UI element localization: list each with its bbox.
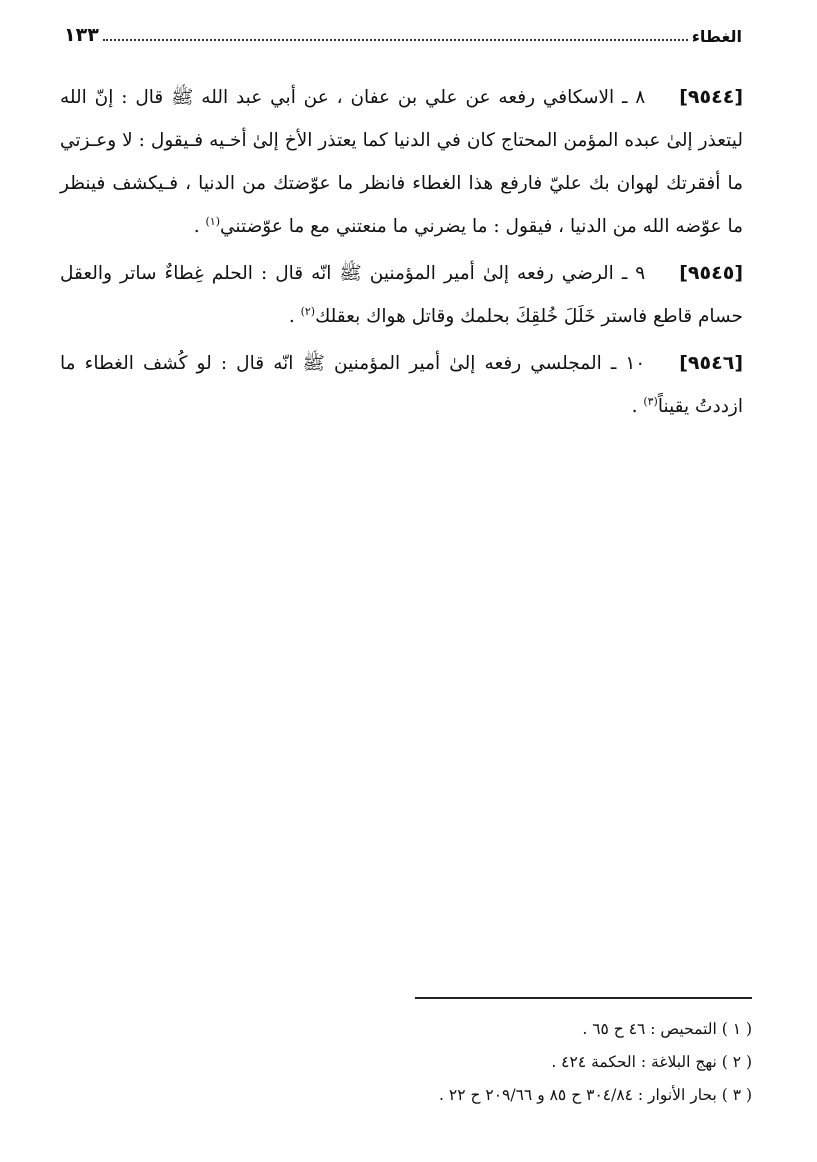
entry-end: . bbox=[288, 306, 301, 327]
main-text bbox=[60, 76, 743, 432]
footnote-item: ( ٣ ) بحار الأنوار : ٣٠٤/٨٤ ح ٨٥ و ٢٠٩/٦٦ ح ٢٢ . bbox=[439, 1086, 752, 1104]
header-title: الغطاء bbox=[691, 27, 742, 46]
entry-number: [٩٥٤٦] bbox=[679, 352, 743, 374]
entry-end: . bbox=[631, 396, 644, 417]
footnotes bbox=[72, 1013, 752, 1112]
hadith-entry bbox=[60, 342, 743, 428]
entry-end: . bbox=[193, 216, 206, 237]
hadith-entry bbox=[60, 252, 743, 338]
footnote-ref: (٢) bbox=[300, 304, 316, 318]
entry-text: ٨ ـ الاسكافي رفعه عن علي بن عفان ، عن أبي عبد الله ﷺ قال : إنّ الله ليتعذر إلىٰ عبده المؤمن المحتاج كان في الدنيا كما يعتذر الأخ إلىٰ أخـيه فـيقول : لا وعـزتي ما أفقرتك لهوان بك عليّ فارفع هذا الغطاء فانظر ما عوّضتك من الدنيا ، فـيكشف فينظر ما عوّضه الله من الدنيا ، فيقول : ما يضرني ما منعتني مع ما عوّضتني bbox=[60, 87, 743, 237]
page-number: ١٣٣ bbox=[64, 24, 99, 46]
footnote-ref: (١) bbox=[205, 214, 220, 228]
footnote-ref: (٣) bbox=[643, 394, 658, 408]
footnote-item: ( ٢ ) نهج البلاغة : الحكمة ٤٢٤ . bbox=[551, 1053, 752, 1071]
entry-text: ٩ ـ الرضي رفعه إلىٰ أمير المؤمنين ﷺ انّه قال : الحلم غِطاءٌ ساتر والعقل حسام قاطع فاستر خَلَلَ خُلقِكَ بحلمك وقاتل هواك بعقلك bbox=[60, 263, 743, 327]
entry-number: [٩٥٤٥] bbox=[679, 262, 743, 284]
running-header bbox=[64, 20, 742, 46]
entry-text: ١٠ ـ المجلسي رفعه إلىٰ أمير المؤمنين ﷺ انّه قال : لو كُشف الغطاء ما ازددتُ يقيناً bbox=[60, 353, 743, 417]
entry-number: [٩٥٤٤] bbox=[679, 86, 743, 108]
hadith-entry bbox=[60, 76, 743, 248]
footnote-item: ( ١ ) التمحيص : ٤٦ ح ٦٥ . bbox=[582, 1020, 752, 1038]
header-leader-dots bbox=[103, 39, 688, 41]
footnote-divider bbox=[415, 997, 752, 999]
